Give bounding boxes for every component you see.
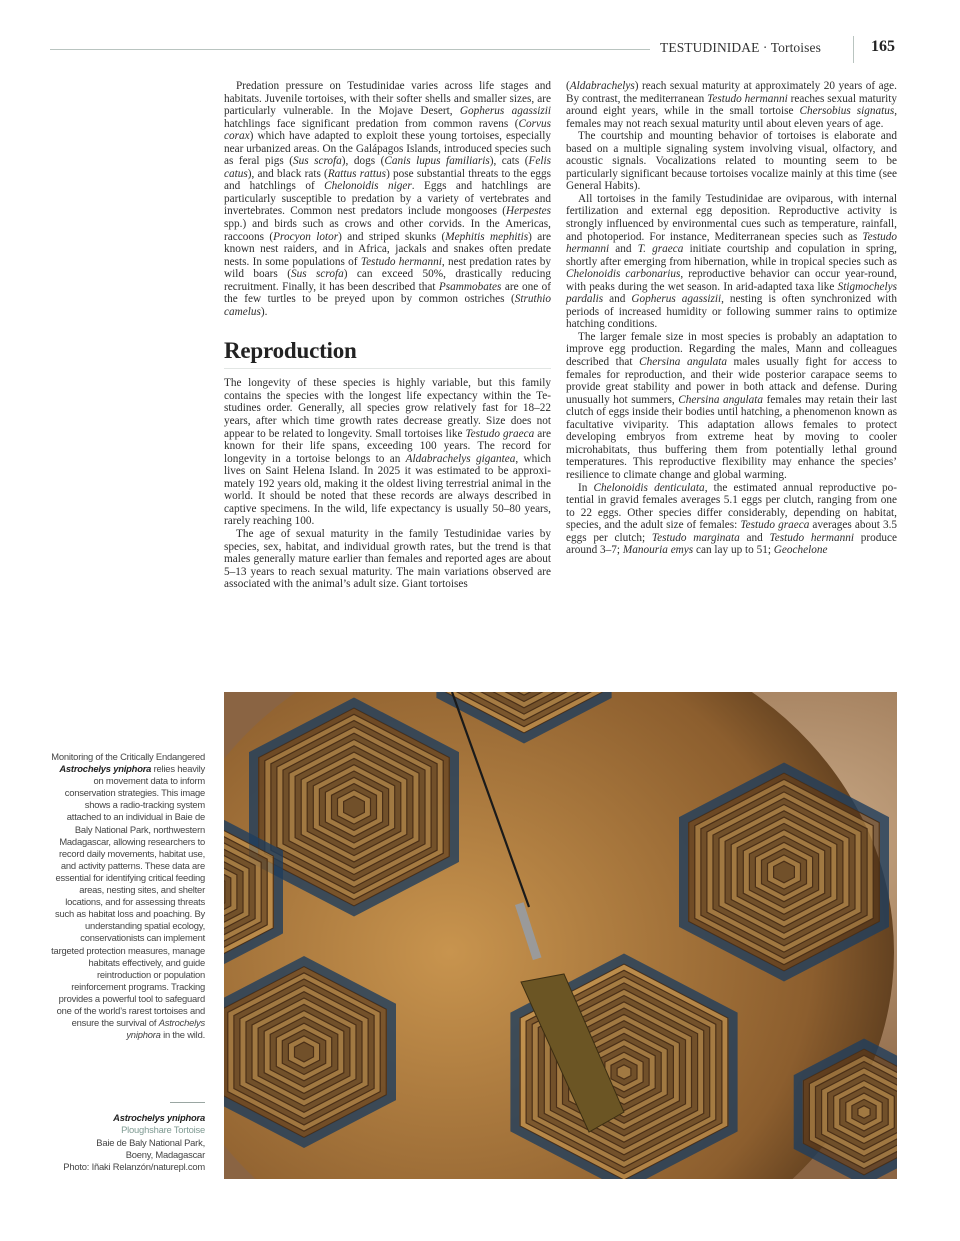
italic-term: Chersobius signatus xyxy=(799,105,895,118)
italic-term: Testudo hermanni xyxy=(566,230,897,256)
italic-term: Procyon lotor xyxy=(273,230,339,243)
italic-term: Chersina angulata xyxy=(678,393,764,406)
paragraph-oviparous: All tortoises in the family Testudinidae are oviparous, with internal fertilization and external egg deposition. Reproductive activity is strongly influenced by environmental cues such as temperature, rainfall, and photoperiod. For instance, Mediterranean species such as Testudo hermanni and T. graeca initiate courtship and copulation in spring, shortly after emerging from hibernation, while in tropical species such as Chelonoidis carbonarius, reproductive behavior can occur year-round, with peaks during the wet season. In arid-adapted taxa like Stigmochelys pardalis and Gopherus agassizii, nesting is often synchronized with periods of increased humidity or following summer rains to optimize hatching conditions. xyxy=(566,192,897,331)
header-separator xyxy=(853,36,854,63)
italic-term: Chelonoidis carbonarius xyxy=(566,268,681,281)
italic-term: Chelonoidis denticulata xyxy=(593,481,705,494)
italic-term: T. graeca xyxy=(637,243,684,256)
caption-divider xyxy=(170,1102,205,1103)
italic-term: Canis lupus familiaris xyxy=(384,155,490,168)
italic-term: Testudo hermanni xyxy=(360,255,442,268)
paragraph-maturity-continued: (Aldabrachelys) reach sexual maturity at approximately 20 years of age. By contrast, the mediterranean Testudo hermanni reaches sexual maturity around eight years, while in the small tortoise Chersobius signatus, females may not reach sexual maturity until about eleven years of age. xyxy=(566,80,898,130)
italic-term: Gopherus agassizii xyxy=(631,293,722,306)
credit-scientific-name: Astrochelys yniphora xyxy=(113,1112,205,1123)
bold-term: Astrochelys yniphora xyxy=(59,763,152,775)
paragraph-female-size: The larger female size in most species is probably an adaptation to improve egg production. Regarding the males, Mann and colleagues described that Chersina angulata males usually fight for access to females for reproduction, and their wide posterior carapace seems to provide great stability and power in both attack and defense. During unusually hot summers, Chersina angulata females may retain their last clutch of eggs inside their bodies until hatching, a phenomenon known as facultative viviparity. This adaptation allows females to protect developing embryos from extreme heat by moving to cooler microhabitats, thus buffering them from potentially lethal ground temperatures. This reproductive flexibility may enhance the species’ resilience to climate change and global warming. xyxy=(566,330,897,481)
italic-term: Testudo graeca xyxy=(740,519,810,532)
italic-term: Struthio camelus xyxy=(224,293,551,318)
header-rule xyxy=(50,49,650,50)
section-heading-reproduction: Reproduction xyxy=(224,338,551,369)
italic-term: Sus scrofa xyxy=(290,268,344,281)
italic-term: Testudo hermanni xyxy=(769,531,854,544)
page-number: 165 xyxy=(871,38,895,55)
italic-term: Manouria emys xyxy=(622,544,694,557)
italic-term: Rattus rattus xyxy=(327,167,387,180)
credit-photographer: Photo: Iñaki Relanzón/naturepl.com xyxy=(63,1161,205,1173)
italic-term: Astrochelys yniphora xyxy=(126,1017,205,1041)
tortoise-carapace-image xyxy=(224,692,897,1179)
italic-term: Chelonoidis niger xyxy=(324,180,412,193)
italic-term: Chersina angulata xyxy=(639,356,727,369)
scute-growth-ring xyxy=(295,1042,314,1062)
italic-term: Felis catus xyxy=(224,155,551,180)
paragraph-courtship: The courtship and mounting behavior of tortoises is elaborate and based on a multiple signaling system involving visual, olfactory, and acoustic signals. Vocalizations related to mounting seem to be particularly significant because tortoises vocalize mainly at this time (see General Habits). xyxy=(566,130,897,193)
photo-caption: Monitoring of the Critically Endangered Astrochelys yniphora relies heavily on movement data to inform conservation strategies. This image shows a radio-tracking system attached to an individual in Baie de Baly National Park, northwestern Madagascar, allowing researchers to record daily movements, habitat use, and activity patterns. These data are essential for identifying critical feeding areas, nesting sites, and shelter locations, and for assessing threats such as habitat loss and poaching. By understanding spatial ecology, conservationists can implement targeted protection measures, manage habitats effectively, and guide reintroduction or population reinforcement programs. Tracking provides a powerful tool to safeguard one of the world’s rarest tortoises and ensure the survival of Astrochelys yniphora in the wild. xyxy=(51,751,205,1041)
paragraph-clutch-size: In Chelonoidis denticulata, the estimated annual reproductive potential in gravid females averages 5.1 eggs per clutch, ranging from one to 22 eggs. Other species differ considerably, depending on habitat, species, and the adult size of females: Testudo graeca averages about 3.5 eggs per clutch; Testudo marginata and Testudo hermanni produce around 3–7; Manouria emys can lay up to 51; Geochelone xyxy=(566,481,898,557)
italic-term: Psammobates xyxy=(438,280,502,293)
italic-term: Gopherus agassizii xyxy=(459,105,551,118)
italic-term: Geochelone xyxy=(773,544,828,557)
photo-credit-block xyxy=(40,1112,205,1173)
italic-term: Sus scrofa xyxy=(292,155,342,168)
credit-location-1: Baie de Baly National Park, xyxy=(96,1136,205,1148)
italic-term: Testudo hermanni xyxy=(707,92,788,105)
scute-growth-ring xyxy=(344,796,365,818)
credit-common-name: Ploughshare Tortoise xyxy=(121,1124,205,1136)
paragraph-sexual-maturity: The age of sexual maturity in the family Testudinidae varies by species, sex, habitat, and individual growth rates, but the trend is that males generally mature earlier than females and reported ages are about 5–13 years to reach sexual maturity. The main variations observed are associated with the animal’s adult size. Giant tortoises xyxy=(224,527,551,591)
italic-term: Mephitis mephitis xyxy=(445,230,529,243)
italic-term: Stigmochelys pardalis xyxy=(566,280,897,306)
scute-growth-ring xyxy=(774,861,795,883)
right-column xyxy=(566,80,897,557)
italic-term: Testudo graeca xyxy=(465,427,535,440)
paragraph-longevity: The longevity of these species is highly variable, but this family contains the species with the longest life expectancy within the Testudines order. Generally, all species grow relatively fast for 18–22 years, after which time growth rates decrease greatly. Size does not appear to be related to longevity. Small tortoises like Testudo graeca are known for their life spans, exceeding 100 years. The record for longevity in a tortoise belongs to an Aldabrachelys gigantea, which lives on Saint Helena Island. In 2025 it was estimated to be approximately 192 years old, making it the oldest living terrestrial animal in the world. It should be noted that these records are always described in captive specimens. In the wild, life expectancy is usually 50–80 years, rarely reaching 100. xyxy=(224,377,551,528)
scute-growth-ring xyxy=(617,1065,631,1079)
italic-term: Testudo marginata xyxy=(651,531,740,544)
running-header: TESTUDINIDAE · Tortoises xyxy=(660,40,821,55)
credit-location-2: Boeny, Madagascar xyxy=(125,1148,205,1160)
italic-term: Corvus corax xyxy=(224,117,551,143)
italic-term: Aldabrachelys xyxy=(569,80,635,92)
italic-term: Aldabrachelys gigantea xyxy=(405,452,516,465)
left-column xyxy=(224,80,551,591)
tortoise-photo xyxy=(224,692,897,1179)
italic-term: Herpestes xyxy=(506,205,551,218)
paragraph-predation: Predation pressure on Testudinidae varies across life stages and habitats. Juvenile tortoises, with their softer shells and smaller sizes, are particularly vulnerable. In the Mojave Desert, Gopherus agassizii hatchlings face significant predation from common ravens (Corvus corax) which have adapted to exploit these young tortoises, especially near urbanized areas. On the Galápagos Islands, introduced species such as feral pigs (Sus scrofa), dogs (Canis lupus familiaris), cats (Felis catus), and black rats (Rattus rattus) pose substantial threats to the eggs and hatchlings of Chelonoidis niger. Eggs and hatchlings are particularly susceptible to predation by a variety of vertebrates and invertebrates. Common nest predators include mongooses (Herpestes spp.) and birds such as crows and other corvids. In the Americas, raccoons (Procyon lotor) and striped skunks (Mephitis mephitis) are known nest raiders, and in Africa, jackals and snakes often predate nests. In some populations of Testudo hermanni, nest predation rates by wild boars (Sus scrofa) can exceed 50%, drastically reducing recruitment. Finally, it has been described that Psammobates are one of the few turtles to be preyed upon by common ostriches (Struthio camelus). xyxy=(224,80,552,318)
scute-growth-ring xyxy=(858,1106,870,1119)
